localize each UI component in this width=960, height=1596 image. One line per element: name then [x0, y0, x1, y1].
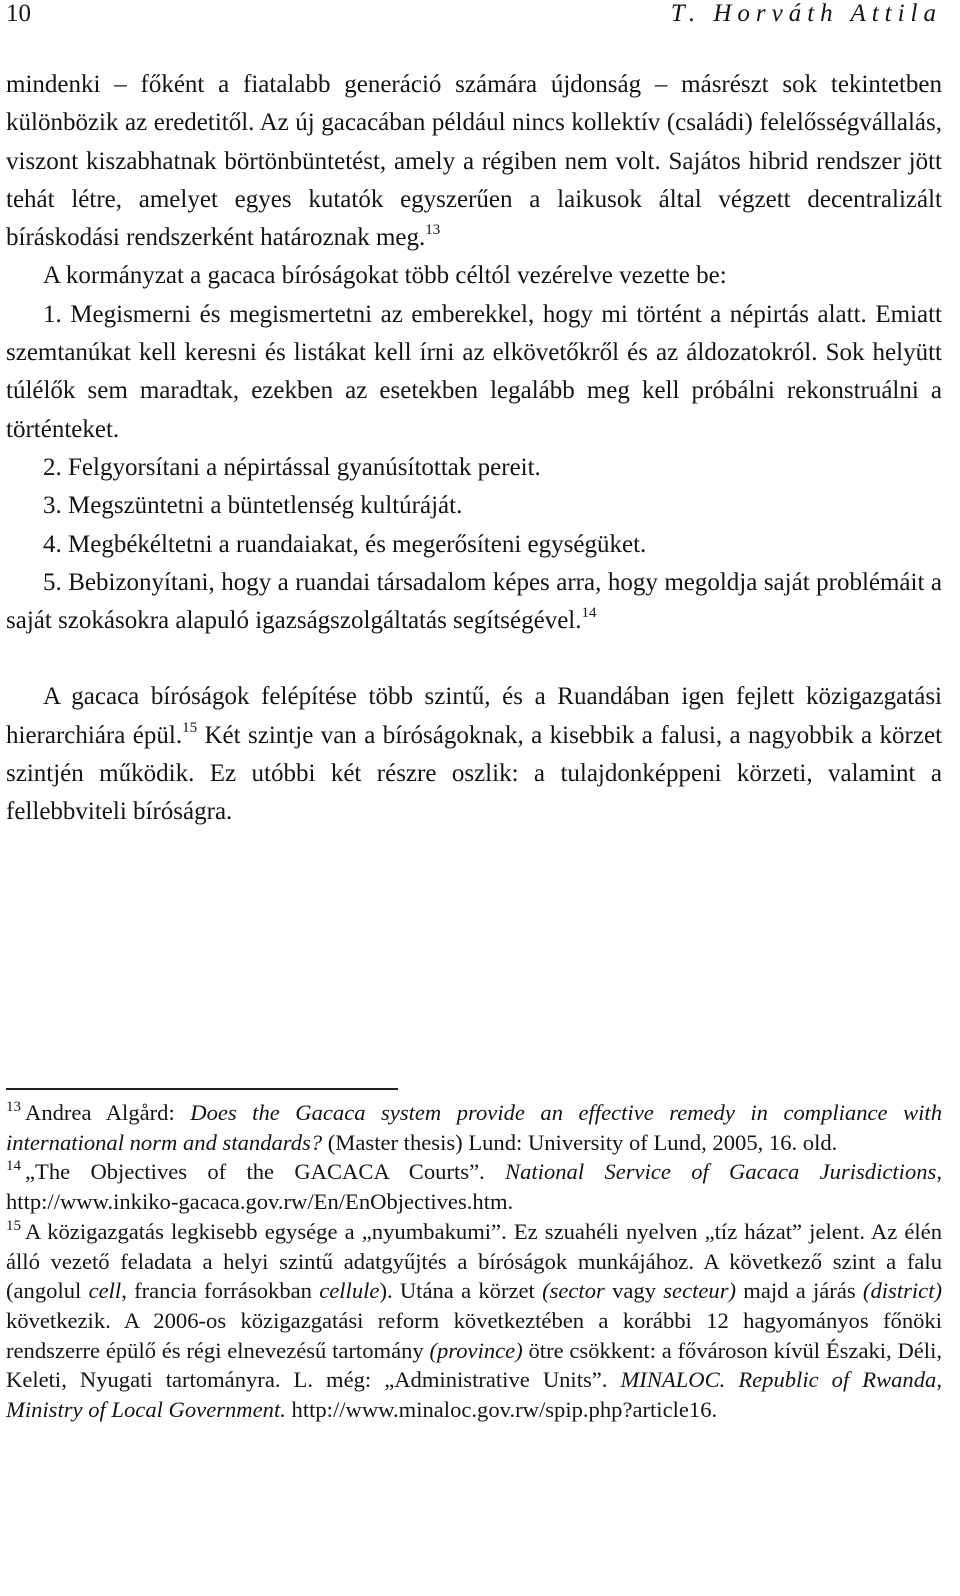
page-number: 10	[6, 0, 31, 27]
paragraph-2: A kormányzat a gacaca bíróságokat több céltól vezérelve vezette be:	[43, 262, 727, 290]
footnote-term: secteur)	[663, 1278, 737, 1304]
footnote-term: cell	[88, 1278, 122, 1304]
paragraph-gap	[6, 640, 942, 678]
footnote-14	[6, 1157, 942, 1216]
footnote-term: (district)	[862, 1278, 942, 1304]
footnote-separator	[6, 1088, 398, 1090]
footnotes	[6, 1098, 942, 1425]
page-header	[0, 0, 942, 30]
paragraph-1	[6, 66, 942, 257]
goals-list	[6, 296, 942, 641]
footnote-source: MINALOC. Republic of Rwanda, Ministry of Local Government.	[6, 1367, 942, 1423]
footnote-text: vagy	[604, 1278, 664, 1304]
paragraph-3-text-b: Két szintje van a bíróságoknak, a kisebbik a falusi, a nagyobbik a körzet szintjén működik. Ez utóbbi két részre oszlik: a tulajdonképpeni körzeti, valamint a fellebbviteli bíróságra.	[6, 721, 943, 826]
footnote-text: ötre csökkent: a fővároson kívül Északi, Déli, Keleti, Nyugati tartományra. L. még: „Administrative Units”.	[6, 1337, 942, 1393]
footnote-ref-13: 13	[425, 222, 441, 239]
footnote-author: Andrea Algård:	[25, 1100, 191, 1125]
footnote-text: majd a járás	[736, 1278, 863, 1304]
list-item: 3. Megszüntetni a büntetlenség kultúráját.	[43, 492, 463, 520]
footnote-15	[6, 1217, 942, 1425]
footnote-number: 15	[6, 1217, 21, 1234]
footnote-source: National Service of Gacaca Jurisdictions,	[505, 1159, 942, 1185]
footnote-title: Does the Gacaca system provide an effective remedy in compliance with international norm and standards?	[6, 1100, 942, 1155]
footnote-term: (sector	[542, 1278, 605, 1304]
list-item: 1. Megismerni és megismertetni az emberekkel, hogy mi történt a népirtás alatt. Emiatt szemtanúkat kell keresni és listákat kell írni az elkövetőkről és az áldozatokról. Sok helyütt túlélők sem maradtak, ezekben az esetekben legalább meg kell próbálni rekonstruálni a történteket.	[6, 300, 942, 443]
list-item	[6, 564, 942, 641]
footnote-text: A közigazgatás legkisebb egysége a „nyumbakumi”. Ez szuahéli nyelven „tíz házat” jelent. Az élén álló vezető feladata a helyi szintű adatgyűjtés a bíróságok munkájához. A következő szint a falu (angolul	[6, 1218, 942, 1304]
footnote-ref-15: 15	[182, 719, 198, 736]
list-item: 4. Megbékéltetni a ruandaiakat, és megerősíteni egységüket.	[43, 530, 647, 558]
footnote-url: http://www.minaloc.gov.rw/spip.php?article16.	[285, 1397, 718, 1423]
footnote-number: 13	[6, 1099, 21, 1115]
footnote-text: következik. A 2006-os közigazgatási reform következtében a korábbi 12 hagyományos főnöki rendszerre épülő és régi elnevezésű tartomány	[6, 1307, 942, 1363]
main-text	[6, 66, 942, 832]
paragraph-3	[6, 678, 942, 831]
footnote-term: cellule	[319, 1278, 380, 1304]
footnote-url: http://www.inkiko-gacaca.gov.rw/En/EnObjectives.htm.	[6, 1189, 514, 1215]
footnote-term: (province)	[429, 1337, 523, 1363]
footnote-ref-14: 14	[581, 605, 597, 622]
footnote-text: ). Utána a körzet	[379, 1278, 543, 1304]
footnote-13	[6, 1098, 942, 1157]
footnote-text: , francia forrásokban	[121, 1278, 320, 1304]
paragraph-3-text-a: A gacaca bíróságok felépítése több szintű, és a Ruandában igen fejlett közigazgatási hierarchiára épül.	[6, 683, 942, 749]
list-item: 2. Felgyorsítani a népirtással gyanúsítottak pereit.	[43, 453, 541, 481]
paragraph-1-text: mindenki – főként a fiatalabb generáció számára újdonság – másrészt sok tekintetben különbözik az eredetitől. Az új gacacában például nincs kollektív (családi) felelősségvállalás, viszont kiszabhatnak börtönbüntetést, amely a régiben nem volt. Sajátos hibrid rendszer jött tehát létre, amelyet egyes kutatók egyszerűen a laikusok által végzett decentralizált bíráskodási rendszerként határoznak meg.	[6, 71, 942, 252]
footnote-number: 14	[6, 1158, 21, 1175]
running-head: T. Horváth Attila	[670, 0, 942, 27]
footnote-details: (Master thesis) Lund: University of Lund, 2005, 16. old.	[322, 1129, 838, 1155]
list-item-text: 5. Bebizonyítani, hogy a ruandai társadalom képes arra, hogy megoldja saját problémáit a saját szokásokra alapuló igazságszolgáltatás segítségével.	[6, 568, 942, 635]
footnote-quote: „The Objectives of the GACACA Courts”.	[25, 1159, 506, 1185]
